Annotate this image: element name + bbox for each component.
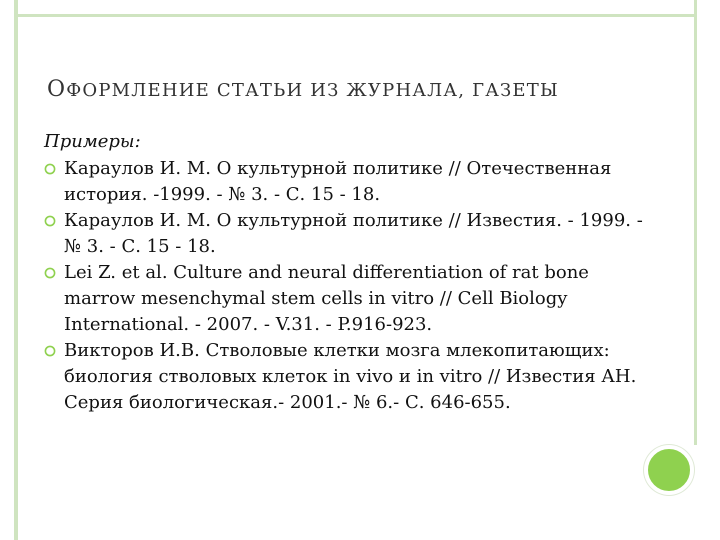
examples-label: Примеры: xyxy=(44,131,141,152)
circle-bullet-icon xyxy=(44,267,56,279)
decorative-circle xyxy=(644,445,694,495)
slide-title-rest: ФОРМЛЕНИЕ СТАТЬИ ИЗ ЖУРНАЛА, ГАЗЕТЫ xyxy=(66,80,559,101)
slide-body xyxy=(44,129,644,416)
list-item-text: Караулов И. М. О культурной политике // Известия. - 1999. - № 3. - С. 15 - 18. xyxy=(64,210,643,257)
list-item-text: Lei Z. et al. Culture and neural differentiation of rat bone marrow mesenchymal stem cells in vitro // Cell Biology International. - 2007. - V.31. - P.916-923. xyxy=(64,262,589,335)
slide-frame-top xyxy=(14,14,697,17)
circle-bullet-icon xyxy=(44,163,56,175)
slide-frame-right xyxy=(694,0,697,445)
list-item xyxy=(44,208,644,260)
list-item xyxy=(44,260,644,338)
slide-title-first-letter: О xyxy=(47,77,67,102)
slide-title xyxy=(47,77,559,102)
circle-bullet-icon xyxy=(44,345,56,357)
list-item-text: Викторов И.В. Стволовые клетки мозга млекопитающих: биология стволовых клеток in vivo и in vitro // Известия АН. Серия биологическая.- 2001.- № 6.- С. 646-655. xyxy=(64,340,637,413)
circle-bullet-icon xyxy=(44,215,56,227)
list-item xyxy=(44,156,644,208)
list-item xyxy=(44,338,644,416)
list-item-text: Караулов И. М. О культурной политике // Отечественная история. -1999. - № 3. - С. 15 - 18. xyxy=(64,158,612,205)
slide-frame-left xyxy=(14,0,18,540)
